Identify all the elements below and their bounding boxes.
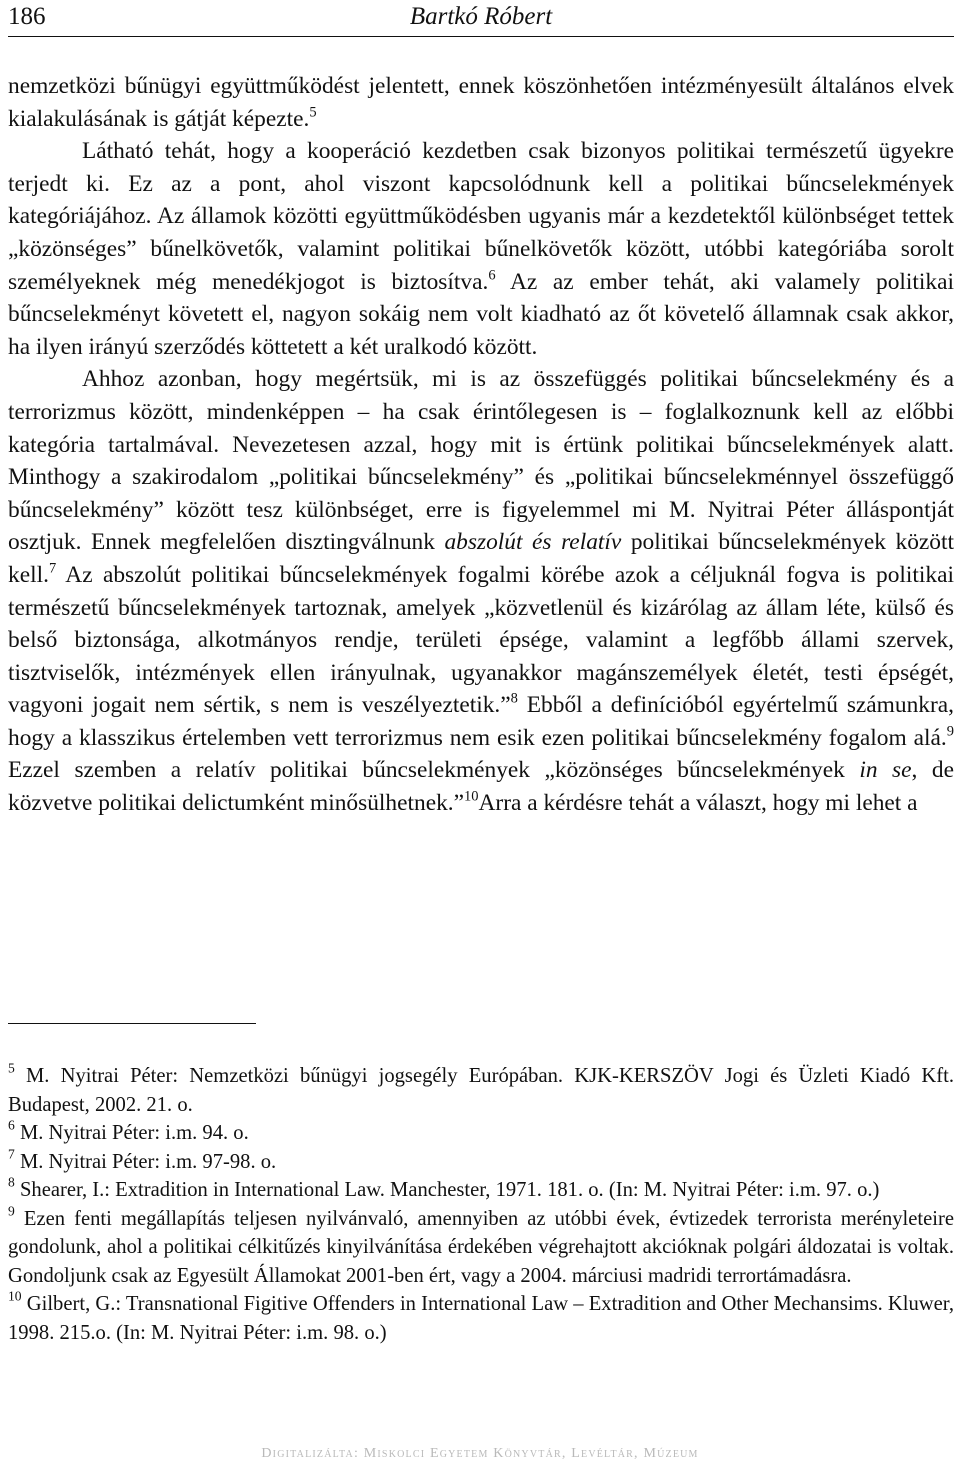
footnote-ref-6: 6: [488, 267, 496, 284]
page-header: [8, 2, 954, 37]
paragraph-3-part-2: politikai bűncselekmények között kell.: [8, 529, 954, 588]
running-head: Bartkó Róbert: [409, 3, 553, 30]
footnote-5: [8, 1062, 954, 1119]
document-page: [8, 0, 954, 1473]
footnote-text: Gilbert, G.: Transnational Figitive Offenders in International Law – Extradition and Other Mechansims. Kluwer, 1998. 215.o. (In: M. Nyitrai Péter: i.m. 98. o.): [8, 1293, 954, 1344]
footnote-ref-8: 8: [510, 690, 518, 707]
footnotes: [8, 1062, 954, 1347]
paragraph-3-part-6: , de közvetve politikai delictumként minősülhetnek.”: [8, 757, 954, 817]
paragraph-1-text: nemzetközi bűnügyi együttműködést jelentett, ennek köszönhetően intézményesült általános elvek kialakulásának is gátját képezte.: [8, 73, 954, 132]
footnote-7: [8, 1145, 954, 1177]
paragraph-2-part-1: Látható tehát, hogy a kooperáció kezdetben csak bizonyos politikai természetű ügyekre terjedt ki. Ez az a pont, ahol viszont kapcsolódnunk kell a politikai bűncselekmények kategóriájához. Az államok közötti együttműködésben ugyanis már a kezdetektől különbséget tettek „közönséges” bűnelkövetők, valamint politikai bűnelkövetők között, utóbbi kategóriába sorolt személyeknek még menedékjogot is biztosítva.: [8, 138, 954, 295]
footnote-separator: [8, 1023, 256, 1024]
paragraph-2-part-2: Az az ember tehát, aki valamely politikai bűncselekményt követett el, nagyon sokáig nem volt kiadható az őt követelő államnak csak akkor, ha ilyen irányú szerződés köttetett a két uralkodó között.: [8, 268, 954, 360]
footnote-text: M. Nyitrai Péter: Nemzetközi bűnügyi jogsegély Európában. KJK-KERSZÖV Jogi és Üzleti Kiadó Kft. Budapest, 2002. 21. o.: [8, 1065, 954, 1116]
paragraph-1: [8, 70, 954, 135]
footnote-number: 10: [8, 1288, 22, 1304]
footnote-ref-10: 10: [464, 788, 479, 805]
footnote-number: 7: [8, 1145, 15, 1161]
footnote-text: M. Nyitrai Péter: i.m. 97-98. o.: [14, 1150, 277, 1173]
paragraph-3-italic-1: abszolút és relatív: [444, 529, 622, 556]
paragraph-3-italic-2: in se: [859, 757, 912, 784]
footnote-6: [8, 1119, 954, 1148]
body-text: [8, 70, 954, 820]
footnote-10: [8, 1290, 954, 1347]
footnote-number: 6: [8, 1117, 15, 1133]
digitization-watermark: Digitalizálta: Miskolci Egyetem Könyvtár, Levéltár, Múzeum: [261, 1446, 699, 1461]
footnote-ref-9: 9: [946, 723, 954, 740]
footnote-number: 5: [8, 1060, 15, 1076]
footnote-ref-7: 7: [48, 560, 57, 577]
footnote-text: Ezen fenti megállapítás teljesen nyilvánvaló, amennyiben az utóbbi évek, évtizedek terrorista merényleteire gondolunk, ahol a politikai célkitűzés kinyilvánítása érdekében végrehajtott akcióknak polgári áldozatai is voltak. Gondoljunk csak az Egyesült Államokat 2001-ben ért, vagy a 2004. márciusi madridi terrortámadásra.: [8, 1207, 954, 1287]
paragraph-3-part-4: Ebből a definícióból egyértelmű számunkra, hogy a klasszikus értelemben vett terrorizmus nem esik ezen politikai bűncselekmény fogalom alá.: [8, 692, 954, 751]
paragraph-3-part-7: Arra a kérdésre tehát a választ, hogy mi lehet a: [478, 790, 918, 817]
page-number: 186: [8, 3, 46, 30]
paragraph-3: [8, 363, 954, 819]
paragraph-2: [8, 135, 954, 363]
footnote-number: 9: [8, 1202, 15, 1218]
footnote-text: Shearer, I.: Extradition in International Law. Manchester, 1971. 181. o. (In: M. Nyitrai Péter: i.m. 97. o.): [14, 1179, 880, 1201]
footnote-ref-5: 5: [309, 104, 317, 121]
paragraph-3-part-1: Ahhoz azonban, hogy megértsük, mi is az összefüggés politikai bűncselekmény és a terrorizmus között, mindenképpen – ha csak érintőlegesen is – foglalkoznunk kell az előbbi kategória tartalmával. Nevezetesen azzal, hogy mit is értünk politikai bűncselekmények alatt. Minthogy a szakirodalom „politikai bűncselekmény” és „politikai bűncselekménnyel összefüggő bűncselekmény” között tesz különbséget, erre is figyelemmel mi M. Nyitrai Péter álláspontját osztjuk. Ennek megfelelően disztingválnunk: [8, 366, 954, 556]
paragraph-3-part-5: Ezzel szemben a relatív politikai bűncselekmények „közönséges bűncselekmények: [8, 757, 860, 784]
footnote-number: 8: [8, 1174, 15, 1190]
paragraph-3-part-3: Az abszolút politikai bűncselekmények fogalmi körébe azok a céljuknál fogva is politikai természetű bűncselekmények tartoznak, amelyek „közvetlenül és kizárólag az állam léte, külső és belső biztonsága, alkotmányos rendje, területi épsége, valamint a legfőbb állami szervek, tisztviselők, intézmények ellen irányulnak, ugyanakkor magánszemélyek életét, testi épségét, vagyoni jogait nem sértik, s nem is veszélyeztetik.”: [8, 561, 954, 719]
footnote-text: M. Nyitrai Péter: i.m. 94. o.: [14, 1122, 249, 1144]
footnote-9: [8, 1202, 954, 1291]
footnote-8: [8, 1176, 954, 1205]
